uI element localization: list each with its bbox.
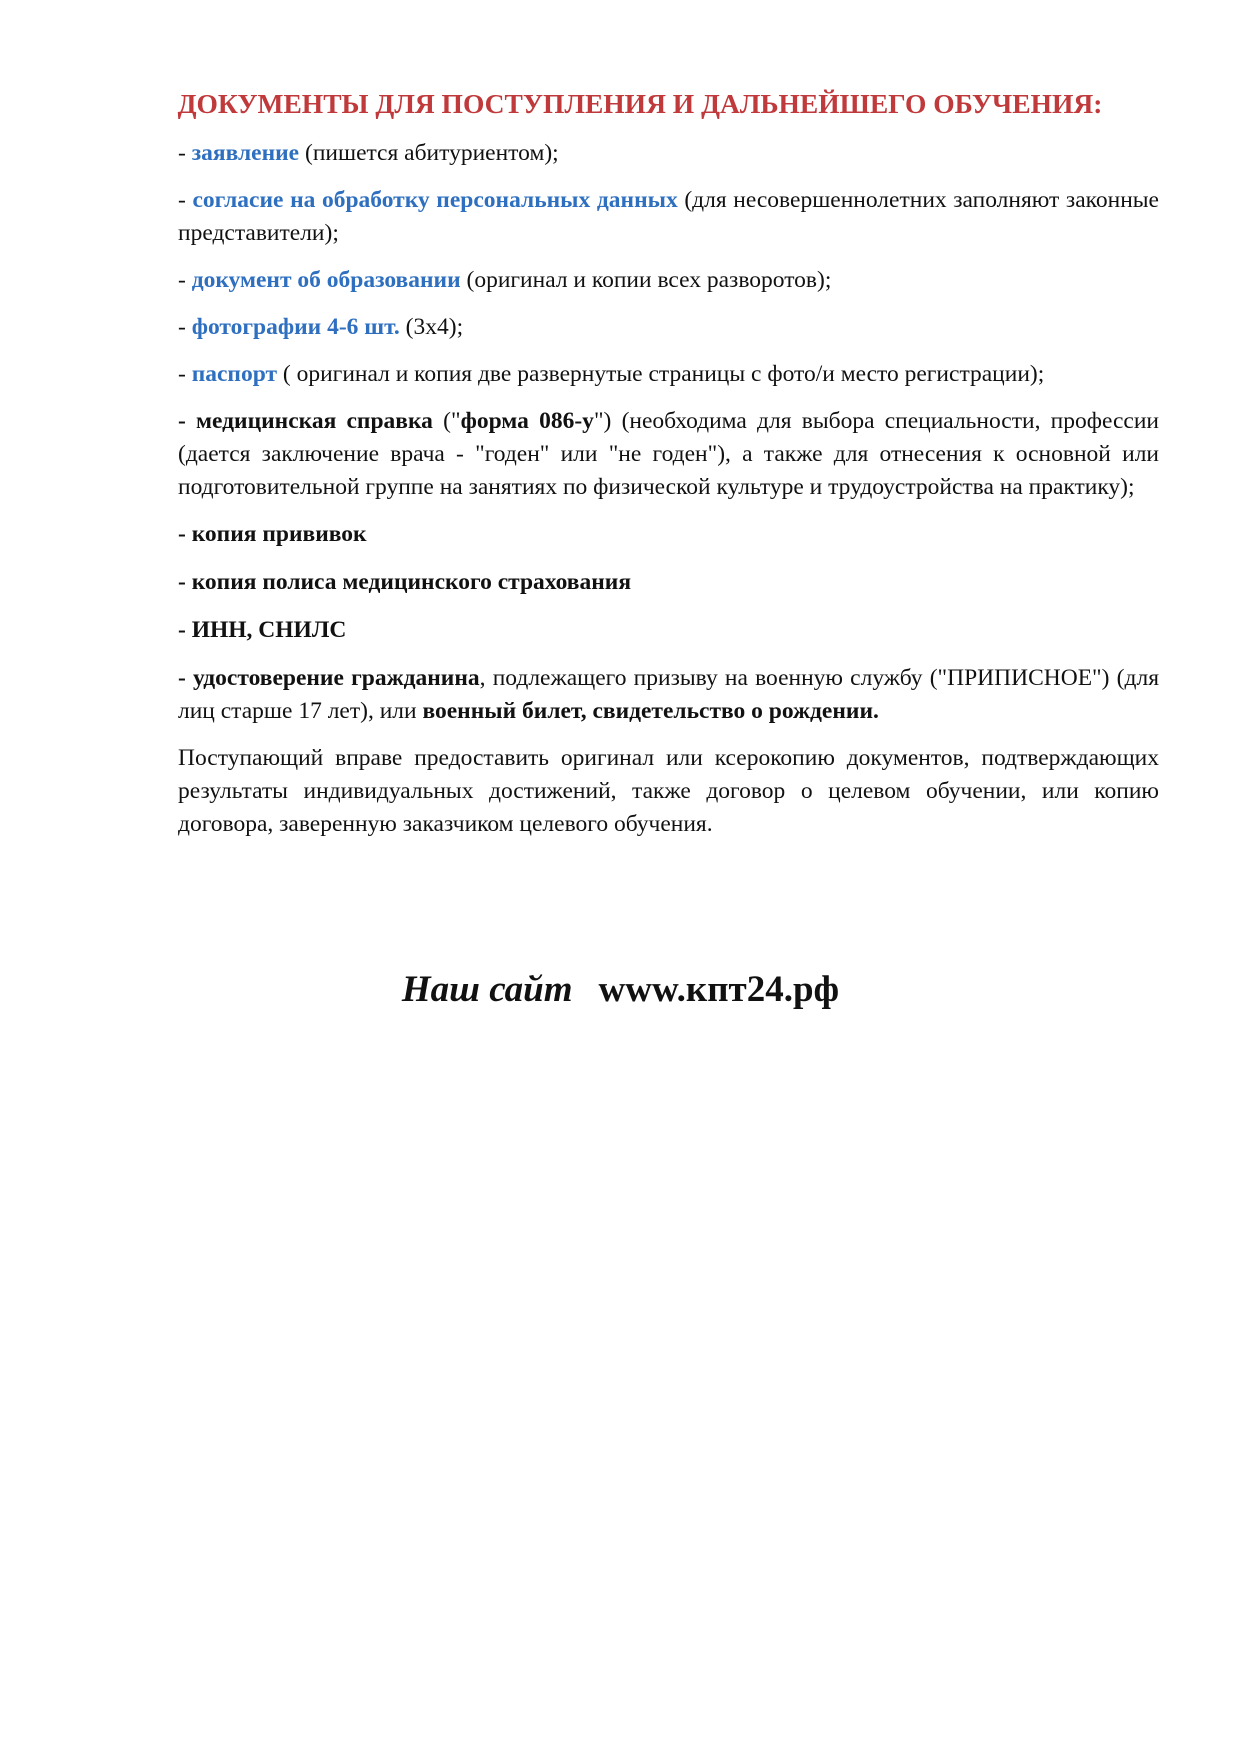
item-key-term: заявление [191, 140, 300, 166]
item-key-term: согласие на обработку персональных данных [192, 187, 678, 213]
item-description: (пишется абитуриентом); [299, 140, 559, 166]
item-key-term: - удостоверение гражданина [178, 665, 480, 691]
website-label: Наш сайт [401, 969, 573, 1010]
item-description: , подлежащего призыву на военную службу ("ПРИПИСНОЕ") (для лиц старше 17 лет), или [178, 665, 1159, 724]
list-item-application [178, 137, 1159, 170]
list-item-inn-snils: - ИНН, СНИЛС [178, 617, 347, 643]
item-key-term: фотографии 4-6 шт. [191, 314, 400, 340]
list-item-insurance-policy: - копия полиса медицинского страхования [178, 569, 632, 595]
list-item-medical-certificate [178, 405, 1159, 504]
item-key-term: паспорт [191, 361, 278, 387]
item-description: (для несовершеннолетних заполняют законные представители); [178, 187, 1159, 246]
item-description: (оригинал и копии всех разворотов); [460, 267, 832, 293]
item-prefix: - [178, 314, 192, 340]
list-item-vaccinations: - копия прививок [178, 521, 367, 547]
list-item-photos [178, 311, 1159, 344]
note-paragraph: Поступающий вправе предоставить оригинал или ксерокопию документов, подтверждающих результаты индивидуальных достижений, также договор о целевом обучении, или копию договора, заверенную заказчиком целевого обучения. [178, 745, 1159, 837]
item-text: (" [432, 408, 461, 434]
item-prefix: - [178, 140, 192, 166]
item-prefix: - [178, 361, 192, 387]
list-item-consent [178, 184, 1159, 250]
item-prefix: - [178, 267, 192, 293]
item-description: (3х4); [399, 314, 464, 340]
item-description: ( оригинал и копия две развернутые страницы с фото/и место регистрации); [277, 361, 1045, 387]
item-form-name: форма 086-у [460, 408, 594, 434]
document-title: ДОКУМЕНТЫ ДЛЯ ПОСТУПЛЕНИЯ И ДАЛЬНЕЙШЕГО ОБУЧЕНИЯ: [177, 88, 1103, 119]
website-line [0, 966, 1241, 1014]
item-key-term: документ об образовании [191, 267, 461, 293]
item-key-term: - медицинская справка [178, 408, 433, 434]
list-item-passport [178, 358, 1159, 391]
document-list [178, 137, 1159, 855]
list-item-military-document [178, 662, 1159, 728]
website-url[interactable]: www.кпт24.рф [598, 969, 840, 1010]
item-key-term-end: военный билет, свидетельство о рождении. [422, 698, 879, 724]
item-description: ") (необходима для выбора специальности, профессии (дается заключение врача - "годен" или "не годен"), а также для отнесения к основной или подготовительной группе на занятиях по физической культуре и трудоустройства на практику); [178, 408, 1159, 500]
item-prefix: - [178, 187, 193, 213]
list-item-education-document [178, 264, 1159, 297]
